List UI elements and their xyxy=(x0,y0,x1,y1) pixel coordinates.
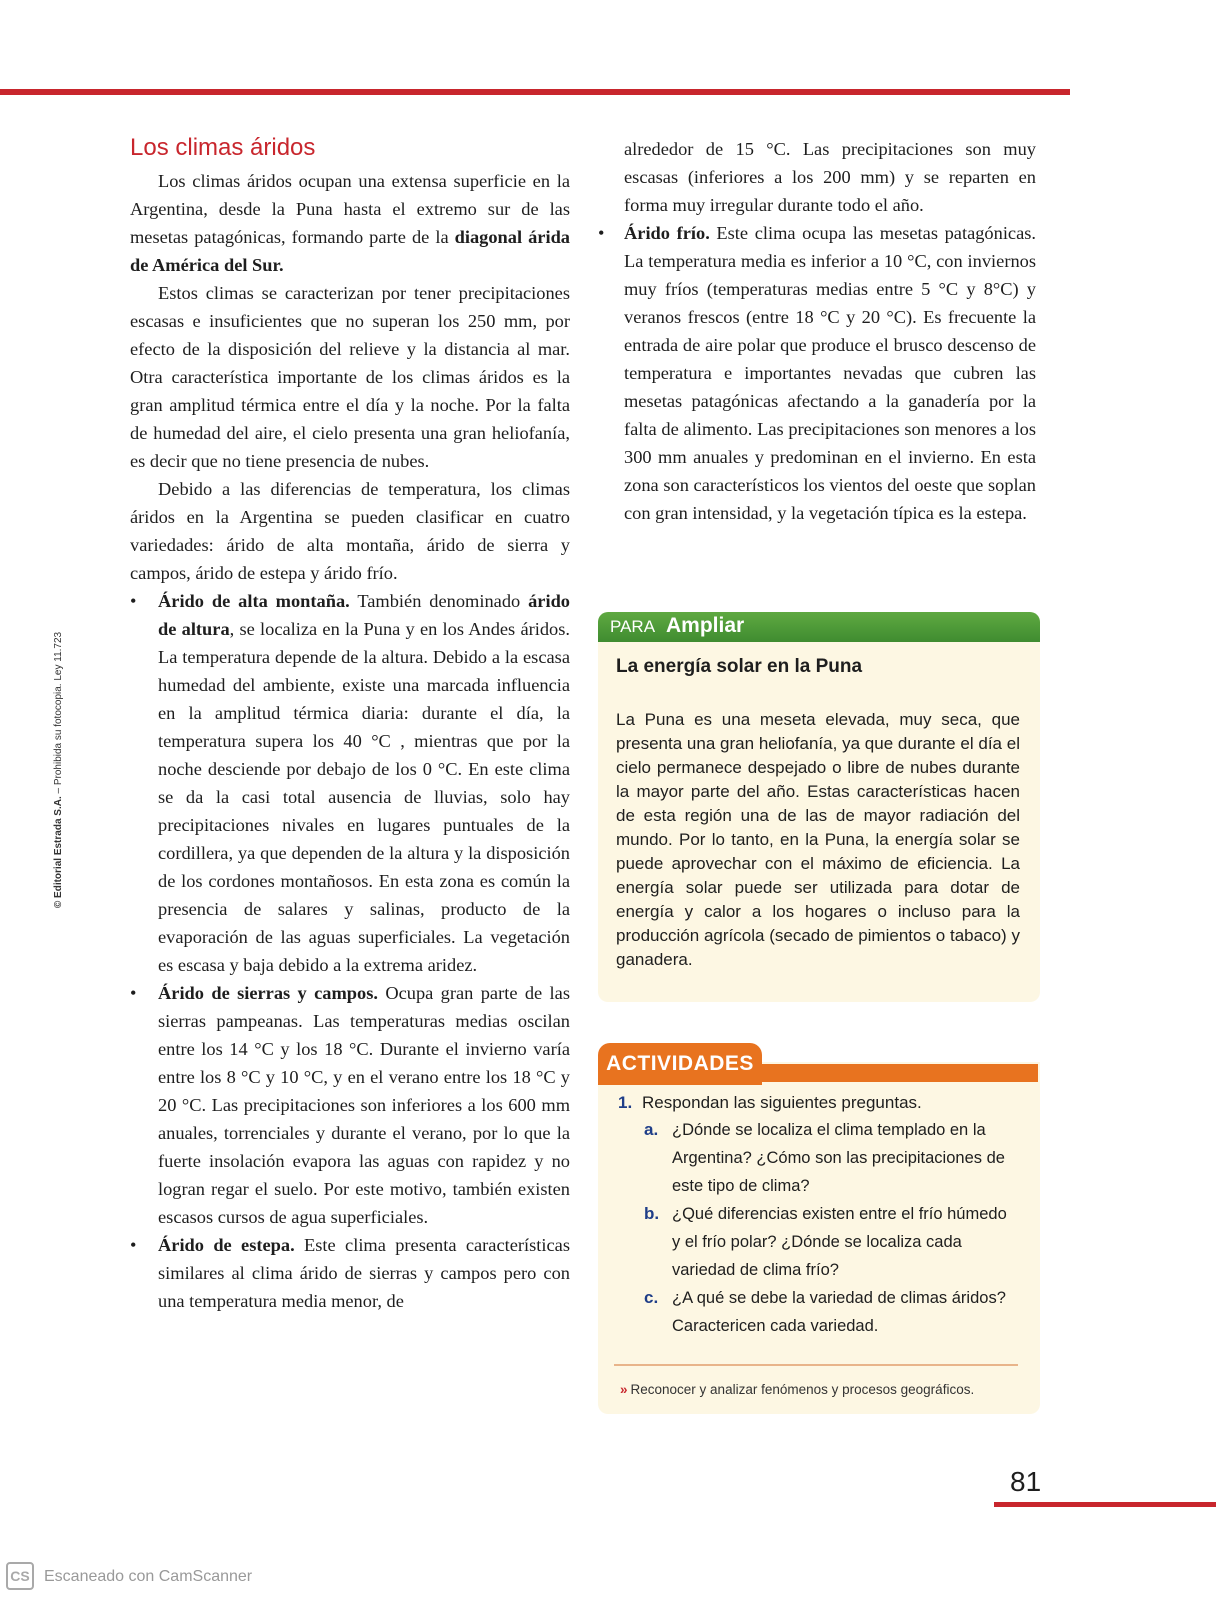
list-item-arido-frio: • Árido frío. Este clima ocupa las mesetas patagónicas. La temperatura media es inferior a 10 °C, con inviernos muy fríos (temperaturas medias entre 5 °C y 8°C) y veranos frescos (entre 18 °C y 20 °C). Es frecuente la entrada de aire polar que produce el brusco descenso de temperatura e importantes nevadas que cubren las mesetas patagónicas afectando a la ganadería por la falta de alimento. Las precipitaciones son menores a los 300 mm anuales y predominan en el invierno. En esta zona son característicos los vientos del oeste que soplan con gran intensidad, y la vegetación típica es la estepa. xyxy=(624,219,1036,527)
paragraph-classification: Debido a las diferencias de temperatura, los climas áridos en la Argentina se pueden clasificar en cuatro variedades: árido de alta montaña, árido de sierra y campos, árido de estepa y árido frío. xyxy=(130,479,570,583)
question-text: Respondan las siguientes preguntas. xyxy=(642,1093,922,1112)
list-item-sierras-campos: • Árido de sierras y campos. Ocupa gran parte de las sierras pampeanas. Las temperaturas medias oscilan entre los 14 °C y los 18 °C. Durante el invierno varía entre los 8 °C y 10 °C, y en el verano entre los 18 °C y 20 °C. Las precipitaciones son inferiores a los 600 mm anuales, torrenciales y durante el verano, por lo que la fuerte insolación evapora las aguas con rapidez y no logran regar el suelo. Por este motivo, también existen escasos cursos de agua superficiales. xyxy=(130,979,570,1231)
top-red-rule xyxy=(0,89,1070,95)
climate-variety-list xyxy=(130,587,570,1315)
question-1 xyxy=(618,1090,1018,1116)
ampliar-label: Ampliar xyxy=(666,614,745,637)
question-item-b xyxy=(618,1200,1018,1284)
climate-variety-list-continued xyxy=(624,219,1036,527)
copyright-notice: © Editorial Estrada S.A. – Prohibida su fotocopia. Ley 11.723 xyxy=(53,631,64,909)
question-item-c xyxy=(618,1284,1018,1340)
list-item-alta-montana: • Árido de alta montaña. También denominado árido de altura, se localiza en la Puna y en los Andes áridos. La temperatura depende de la altura. Debido a la escasa humedad del ambiente, existe una marcada influencia en la amplitud térmica diaria: durante el día, la temperatura supera los 40 °C , mientras que por la noche desciende por debajo de los 0 °C. En este clima se da la casi total ausencia de lluvias, solo hay precipitaciones nivales en lugares puntuales de la cordillera, ya que dependen de la altura y la disposición de los cordones montañosos. En esta zona es común la presencia de salares y salinas, producto de la evaporación de las aguas superficiales. La vegetación es escasa y baja debido a la extrema aridez. xyxy=(130,587,570,979)
camscanner-logo-icon: CS xyxy=(6,1562,34,1590)
left-column xyxy=(130,133,570,1315)
paragraph-intro: Los climas áridos ocupan una extensa superficie en la Argentina, desde la Puna hasta el extremo sur de las mesetas patagónicas, formando parte de la diagonal árida de América del Sur. xyxy=(130,171,570,275)
bottom-red-rule xyxy=(994,1502,1216,1507)
item-text: ¿A qué se debe la variedad de climas áridos? Caractericen cada variedad. xyxy=(672,1289,1006,1335)
estepa-continuation: alrededor de 15 °C. Las precipitaciones son muy escasas (inferiores a los 200 mm) y se reparten en forma muy irregular durante todo el año. xyxy=(624,139,1036,215)
actividades-tab: ACTIVIDADES xyxy=(598,1043,762,1085)
actividades-content xyxy=(618,1090,1018,1340)
watermark-text: Escaneado con CamScanner xyxy=(44,1568,253,1585)
question-item-a xyxy=(618,1116,1018,1200)
paragraph-characteristics: Estos climas se caracterizan por tener precipitaciones escasas e insuficientes que no superan los 250 mm, por efecto de la disposición del relieve y la distancia al mar. Otra característica importante de los climas áridos es la gran amplitud térmica entre el día y la noche. Por la falta de humedad del aire, el cielo presenta una gran heliofanía, es decir que no tiene presencia de nubes. xyxy=(130,283,570,471)
ampliar-body: La Puna es una meseta elevada, muy seca, que presenta una gran heliofanía, ya que durante el día el cielo permanece despejado o libre de nubes durante la mayor parte del año. Estas características hacen de esta región una de las de mayor radiación del mundo. Por lo tanto, en la Puna, la energía solar se puede aprovechar con el máximo de eficiencia. La energía solar puede ser utilizada para dotar de energía y calor a los hogares o incluso para la producción agrícola (secado de pimientos o tabaco) y ganadera. xyxy=(616,710,1020,969)
question-number: 1. xyxy=(618,1093,633,1112)
para-ampliar-header xyxy=(598,612,1040,642)
chevron-icon: » xyxy=(620,1382,628,1397)
ampliar-title: La energía solar en la Puna xyxy=(616,656,863,677)
actividades-skill-note: » Reconocer y analizar fenómenos y procesos geográficos. xyxy=(620,1382,975,1397)
item-letter: a. xyxy=(644,1120,659,1139)
para-ampliar-box xyxy=(598,612,1040,1002)
item-text: ¿Dónde se localiza el clima templado en la Argentina? ¿Cómo son las precipitaciones de este tipo de clima? xyxy=(672,1121,1005,1195)
item-text: ¿Qué diferencias existen entre el frío húmedo y el frío polar? ¿Dónde se localiza cada variedad de clima frío? xyxy=(672,1205,1007,1279)
list-item-estepa: • Árido de estepa. Este clima presenta características similares al clima árido de sierras y campos pero con una temperatura media menor, de xyxy=(130,1231,570,1315)
para-label: PARA xyxy=(610,617,656,636)
item-letter: b. xyxy=(644,1204,660,1223)
actividades-divider xyxy=(614,1364,1018,1366)
item-letter: c. xyxy=(644,1288,659,1307)
page-number: 81 xyxy=(1010,1466,1042,1497)
section-title: Los climas áridos xyxy=(130,134,316,161)
right-column xyxy=(624,135,1036,527)
